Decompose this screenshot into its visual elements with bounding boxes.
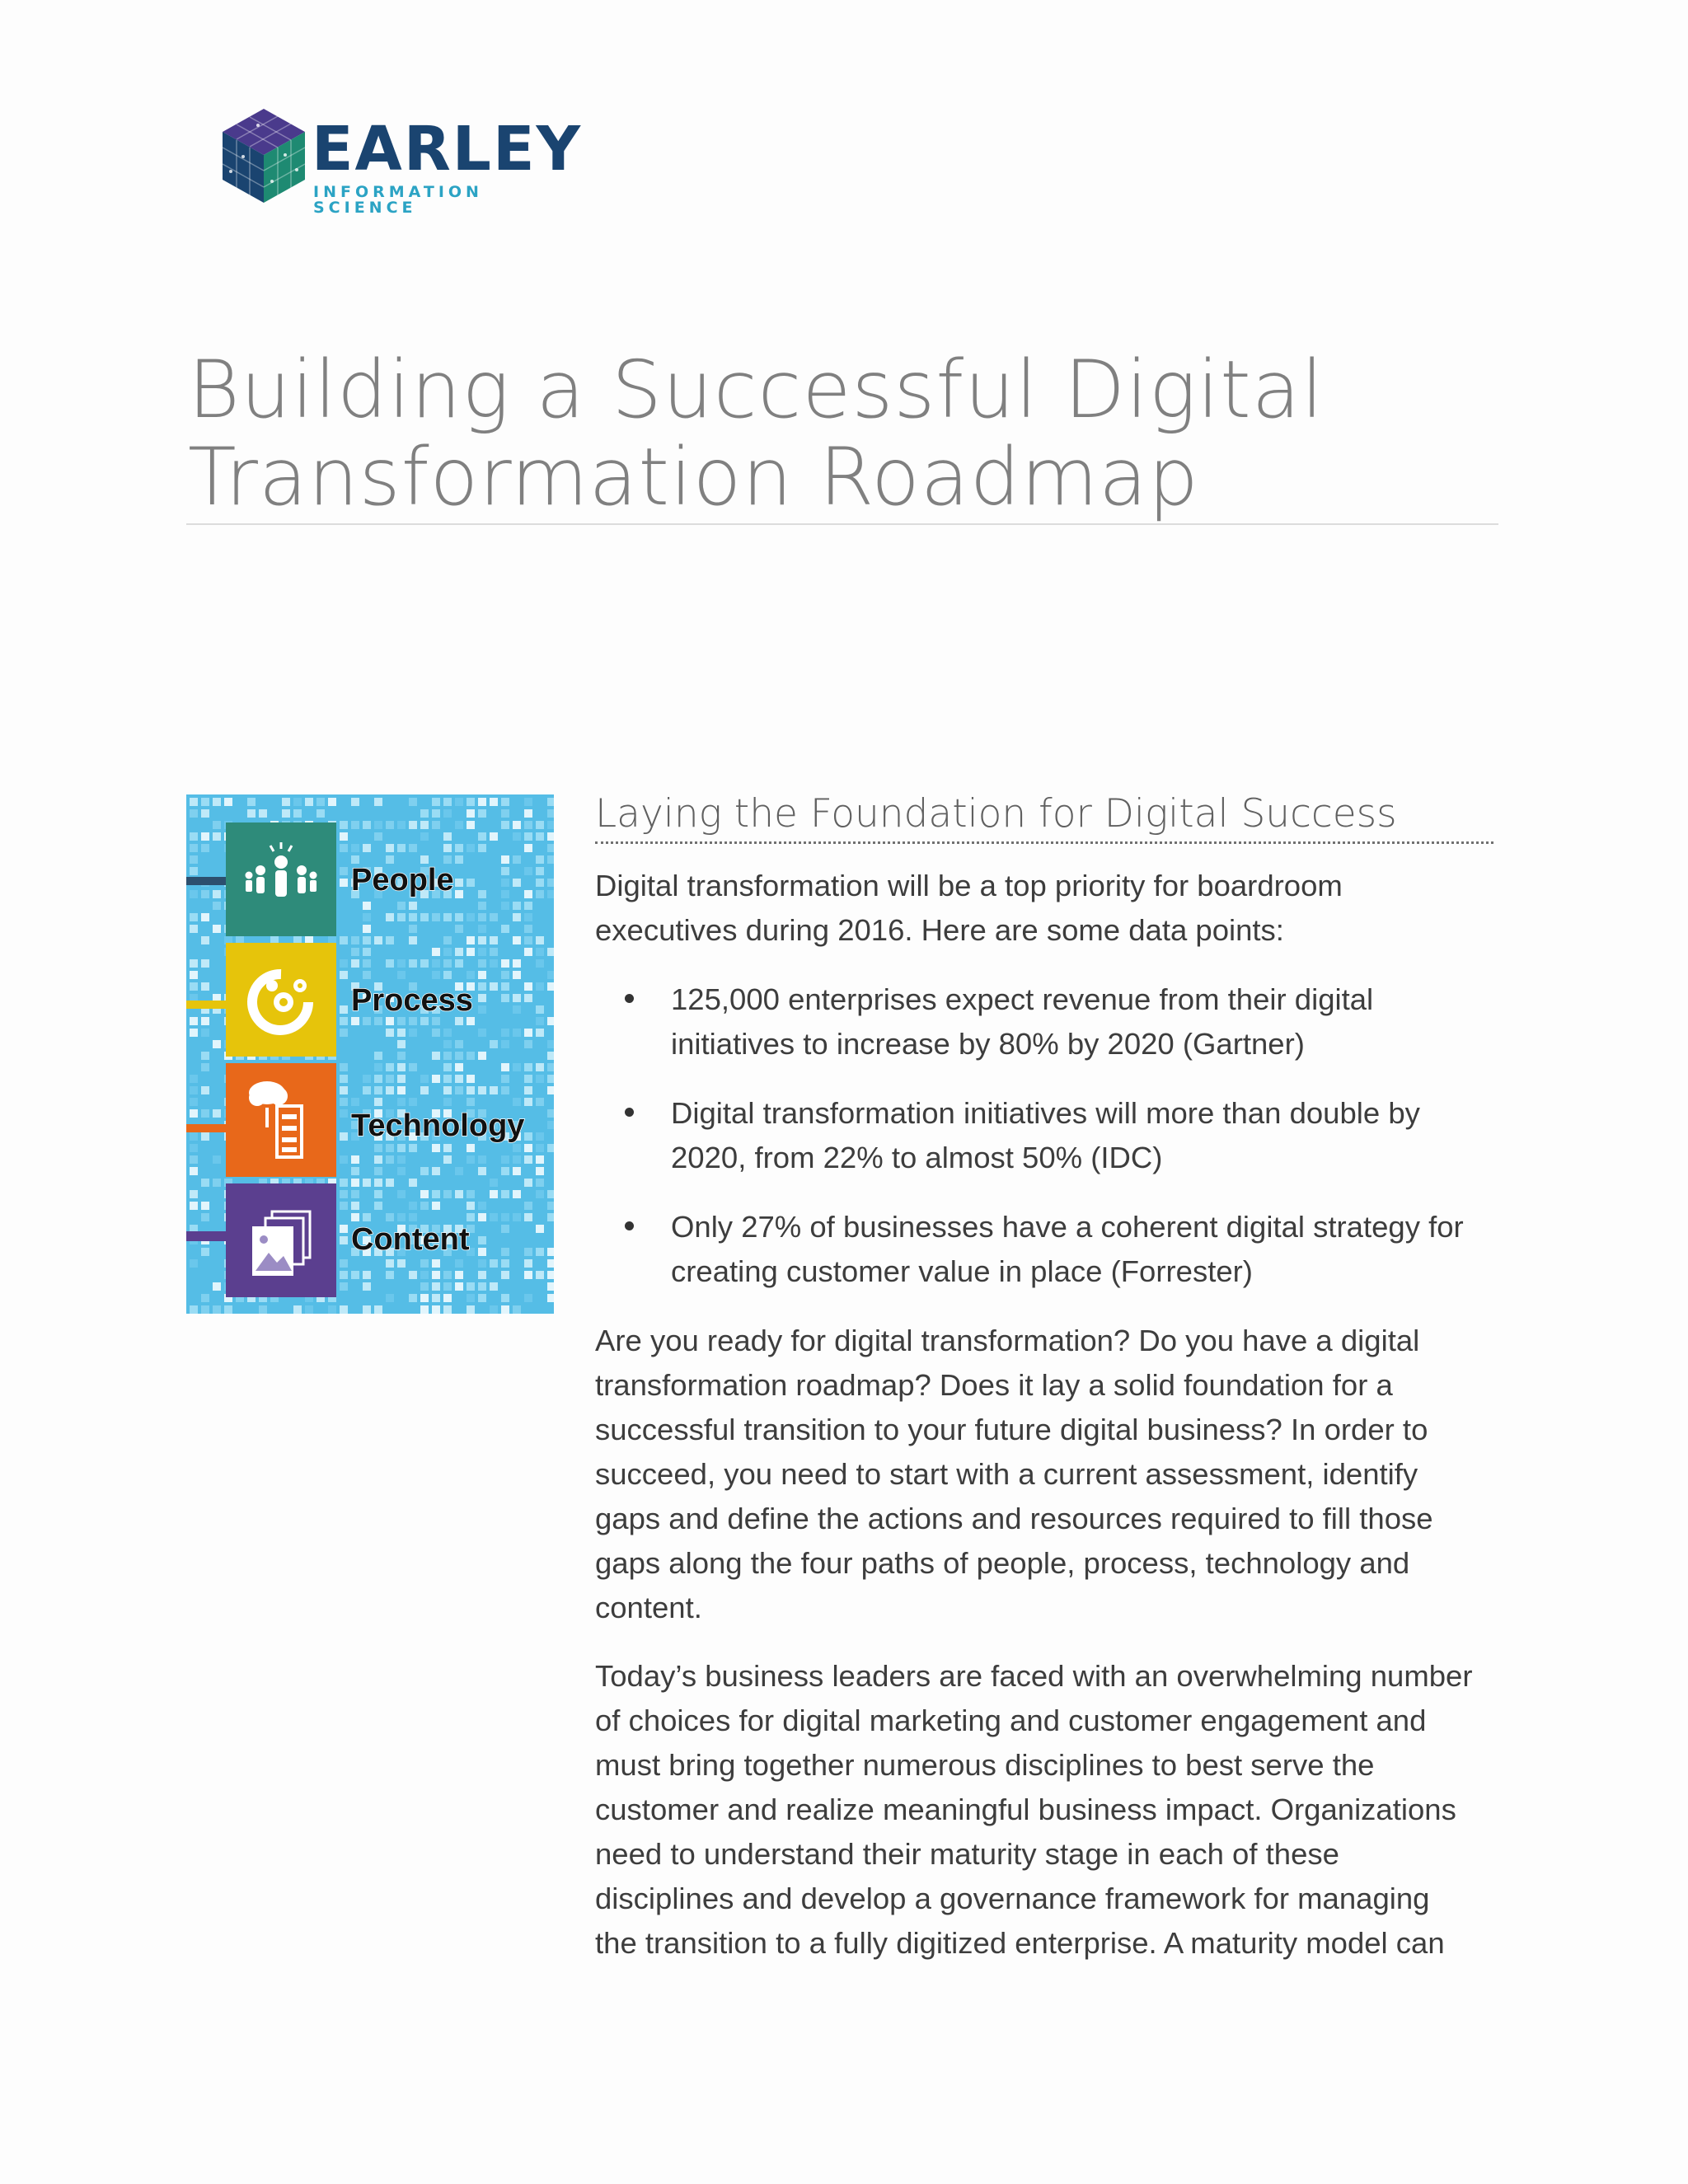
- bullet-dot: [625, 994, 634, 1003]
- label-content: Content: [351, 1222, 470, 1257]
- intro-line: Digital transformation will be a top priority for boardroom: [595, 869, 1343, 902]
- paragraph-business-leaders: [595, 1654, 1493, 1966]
- paragraph-line: successful transition to your future digital business? In order to: [595, 1413, 1428, 1446]
- label-people: People: [351, 863, 454, 898]
- list-item: [595, 1091, 1493, 1180]
- paragraph-line: Today’s business leaders are faced with an overwhelming number: [595, 1659, 1473, 1693]
- paragraph-line: gaps along the four paths of people, process, technology and: [595, 1546, 1410, 1580]
- paragraph-line: need to understand their maturity stage in each of these: [595, 1837, 1339, 1871]
- bullet-dot: [625, 1221, 634, 1230]
- list-item: [595, 1205, 1493, 1294]
- paragraph-line: of choices for digital marketing and customer engagement and: [595, 1704, 1427, 1737]
- title-line-1: Building a Successful Digital: [188, 344, 1325, 436]
- content-tile: [226, 1183, 336, 1297]
- title-line-2: Transformation Roadmap: [188, 431, 1199, 523]
- technology-tile: [226, 1063, 336, 1177]
- logo-wordmark: EARLEY: [312, 114, 583, 185]
- logo-tagline: INFORMATION SCIENCE: [313, 183, 483, 217]
- label-process: Process: [351, 983, 473, 1018]
- label-technology: Technology: [351, 1108, 525, 1143]
- paragraph-line: the transition to a fully digitized enterprise. A maturity model can: [595, 1926, 1445, 1960]
- four-paths-graphic: [186, 794, 554, 1314]
- document-title: [188, 346, 1507, 521]
- logo-cube-icon: [221, 107, 307, 204]
- paragraph-line: transformation roadmap? Does it lay a solid foundation for a: [595, 1368, 1393, 1402]
- paragraph-line: content.: [595, 1591, 702, 1624]
- people-tile: [226, 823, 336, 936]
- list-item: [595, 977, 1493, 1066]
- bullet-line: 125,000 enterprises expect revenue from their digital: [671, 982, 1374, 1016]
- paragraph-line: must bring together numerous disciplines to best serve the: [595, 1748, 1375, 1782]
- paragraph-line: succeed, you need to start with a current assessment, identify: [595, 1457, 1418, 1491]
- title-divider: [186, 523, 1498, 525]
- bullet-line: 2020, from 22% to almost 50% (IDC): [671, 1141, 1163, 1174]
- section-heading: Laying the Foundation for Digital Success: [595, 791, 1397, 837]
- intro-paragraph: [595, 864, 1493, 953]
- bullet-line: Only 27% of businesses have a coherent digital strategy for: [671, 1210, 1464, 1244]
- paragraph-readiness: [595, 1319, 1493, 1630]
- company-logo: [221, 107, 584, 217]
- process-tile: [226, 943, 336, 1057]
- paragraph-line: Are you ready for digital transformation? Do you have a digital: [595, 1324, 1420, 1357]
- bullet-dot: [625, 1108, 634, 1117]
- paragraph-line: customer and realize meaningful business impact. Organizations: [595, 1793, 1456, 1826]
- intro-line: executives during 2016. Here are some data points:: [595, 913, 1284, 947]
- heading-dotted-rule: [595, 841, 1493, 844]
- bullet-line: creating customer value in place (Forrester): [671, 1254, 1253, 1288]
- bullet-line: Digital transformation initiatives will more than double by: [671, 1096, 1420, 1130]
- bullet-line: initiatives to increase by 80% by 2020 (Gartner): [671, 1027, 1305, 1061]
- paragraph-line: disciplines and develop a governance framework for managing: [595, 1882, 1430, 1915]
- paragraph-line: gaps and define the actions and resources required to fill those: [595, 1502, 1433, 1535]
